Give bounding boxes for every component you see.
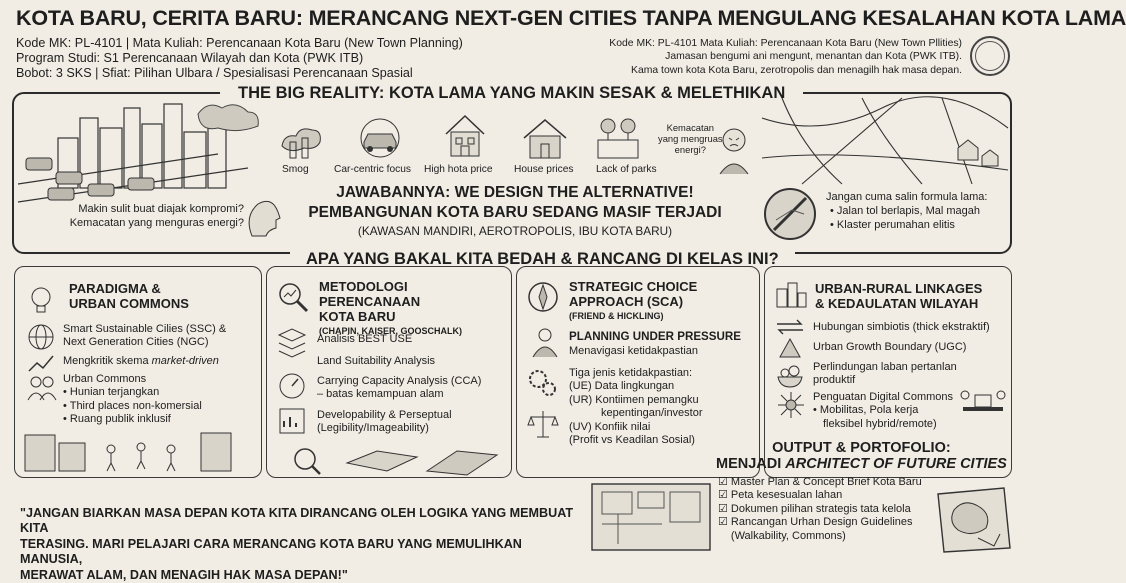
commons-bullet: • Hunian terjangkan: [63, 386, 160, 399]
answer-examples: (KAWASAN MANDIRI, AEROTROPOLIS, IBU KOTA BARU): [357, 224, 673, 238]
meta-line: Kode MK: PL-4101 Mata Kuliah: Perencanaan Kota Baru (New Town Pllities): [609, 38, 962, 49]
bullet-text: Mobilitas, Pola kerja: [819, 404, 919, 417]
item-line: (Legibility/Imageability): [317, 422, 429, 435]
heading-line: PARADIGMA &: [69, 281, 161, 296]
item-critique: [63, 355, 219, 368]
item-farmland: [813, 361, 957, 388]
growth-boundary-icon: [775, 337, 805, 359]
output-item: ☑ Rancangan Urhan Design Guidelines: [718, 516, 1007, 529]
note-item: • Jalan tol berlapis, Mal magah: [830, 204, 987, 218]
meta-line: Jamasan bengumi ani mengunt, menantan dan Kota (PWK ITB).: [665, 51, 962, 63]
community-illustration: [21, 425, 257, 475]
trend-arrow-icon: [27, 353, 55, 373]
bullet-text: Ruang publik inklusif: [69, 413, 171, 426]
commons-bullet: • Third places non-komersial: [63, 399, 202, 412]
remote-work-icon: [957, 383, 1009, 427]
head-thinking-icon: [246, 196, 280, 240]
stressed-planner-icon: [531, 327, 559, 357]
caption-lack-parks: Lack of parks: [596, 164, 657, 175]
course-meta-right: [609, 37, 962, 77]
note-intro: Jangan cuma salin formula lama:: [826, 191, 988, 203]
city-traffic-illustration: [18, 98, 266, 202]
lightbulb-icon: [27, 285, 55, 315]
note-item: • Klaster perumahan elitis: [830, 218, 987, 232]
output-item: ☑ Master Plan & Concept Brief Kota Baru: [718, 476, 1007, 489]
no-highway-icon: [762, 186, 818, 242]
uncertainty-intro: Tiga jenis ketidakpastian:: [569, 367, 693, 379]
output-item-cont: (Walkability, Commons): [730, 529, 846, 542]
panel-metodologi: [266, 266, 512, 478]
heading-line: URBAN-RURAL LINKAGES: [815, 281, 983, 296]
house-price-icon: [440, 110, 490, 160]
commons-bullet: • Ruang publik inklusif: [63, 413, 171, 426]
panel-heading: [569, 279, 697, 324]
suburban-map-illustration: [762, 98, 1008, 184]
smog-icon: [276, 112, 324, 160]
uncertainty-line: (UV) Konfiik nilai: [569, 420, 651, 433]
item-best-use: Analisis BEST USE: [317, 333, 413, 345]
copy-warning-note: [826, 190, 987, 232]
farm-produce-icon: [775, 361, 805, 389]
caption-smog: Smog: [282, 164, 309, 175]
digital-title: Penguatan Digital Commons: [813, 391, 954, 403]
heading-line: STRATEGIC CHOICE: [569, 279, 698, 294]
digital-bullet: • Mobilitas, Pola kerja: [813, 404, 919, 417]
park-icon: [594, 114, 642, 160]
quote-line: "JANGAN BIARKAN MASA DEPAN KOTA KITA DIRANCANG OLEH LOGIKA YANG MEMBUAT KITA: [20, 506, 574, 536]
globe-icon: [27, 323, 55, 351]
uncertainty-list: [569, 367, 703, 447]
panel-heading: [69, 281, 189, 311]
people-icon: [27, 375, 57, 401]
layers-icon: [277, 327, 307, 361]
output-subtitle-prefix: MENJADI: [716, 456, 786, 472]
scale-justice-icon: [527, 409, 559, 439]
city-building-icon: [775, 281, 807, 309]
item-line: Perlindungan laban pertanlan: [813, 361, 957, 373]
item-line: Next Generation Cities (NGC): [63, 336, 209, 349]
answer-headline: JAWABANNYA: WE DESIGN THE ALTERNATIVE!: [336, 184, 694, 201]
exchange-arrows-icon: [775, 319, 805, 335]
uncertainty-line: (UR) Kontiimen pemangku: [569, 393, 699, 406]
output-subtitle: [716, 456, 1007, 472]
planning-pressure-text: Menavigasi ketidakpastian: [569, 345, 699, 357]
output-item: ☑ Dokumen pilihan strategis tata kelola: [718, 503, 1007, 516]
commons-title: Urban Commons: [63, 373, 147, 385]
house-icon: [520, 116, 570, 160]
item-commons: [63, 373, 202, 427]
car-icon: [352, 118, 408, 158]
panel-paradigma: [14, 266, 262, 478]
panel-heading: [815, 281, 982, 311]
map-layers-illustration: [287, 443, 503, 477]
critique-text: Mengkritik skema: [63, 355, 152, 367]
meta-line: Program Studi: S1 Perencanaan Wilayah dan Kota (PWK ITB): [16, 51, 364, 65]
bubble-line: yang mengruas: [658, 133, 723, 144]
stressed-person-icon: [714, 124, 754, 174]
panel-subheading: (CHAPIN, KAISER, GOOSCHALK): [319, 326, 463, 336]
bubble-line: energi?: [674, 144, 706, 155]
thought-line: Makin sulit buat diajak kompromi?: [78, 203, 244, 215]
caption-house-prices: House prices: [514, 164, 574, 175]
bullet-text: Hunian terjangkan: [69, 386, 160, 399]
output-item: [718, 530, 1007, 543]
answer-block: [300, 184, 730, 238]
bedah-title: APA YANG BAKAL KITA BEDAH & RANCANG DI KELAS INI?: [290, 248, 795, 271]
speech-bubble: [658, 122, 723, 155]
document-chart-icon: [277, 407, 307, 435]
item-line: produktif: [813, 374, 856, 387]
heading-line: & KEDAULATAN WILAYAH: [815, 296, 979, 311]
quote-line: MERAWAT ALAM, DAN MENAGIH HAK MASA DEPAN!": [20, 567, 348, 582]
bullet-text: Third places non-komersial: [69, 399, 202, 412]
heading-line: METODOLOGI PERENCANAAN: [319, 279, 421, 309]
heading-line: APPROACH (SCA): [569, 294, 684, 309]
thought-line: Kemacatan yang menguras energi?: [69, 217, 244, 229]
network-icon: [775, 389, 807, 421]
university-seal-icon: [970, 36, 1010, 76]
item-land-suitability: Land Suitability Analysis: [317, 355, 436, 367]
compass-icon: [527, 281, 559, 313]
item-ugb: Urban Growth Boundary (UGC): [813, 341, 967, 353]
item-ssc: [63, 323, 226, 350]
output-portfolio: [716, 440, 1007, 543]
blueprint-illustration: [588, 478, 716, 556]
panel-subheading: (FRIEND & HICKLING): [569, 311, 664, 321]
uncertainty-line: (Profit vs Keadilan Sosial): [569, 434, 695, 447]
uncertainty-line: kepentingan/investor: [601, 407, 703, 420]
critique-italic: market-driven: [151, 355, 219, 367]
digital-bullet: fleksibel hybrid/remote): [823, 417, 937, 430]
output-subtitle-italic: ARCHITECT OF FUTURE CITIES: [785, 456, 1007, 472]
caption-high-price: High hota price: [424, 164, 493, 175]
uncertainty-line: (UE) Data lingkungan: [569, 380, 675, 393]
item-line: Carrying Capacity Analysis (CCA): [317, 375, 482, 387]
item-developability: [317, 409, 452, 436]
output-item: ☑ Peta kesesualan lahan: [718, 489, 1007, 502]
item-digital: [813, 391, 953, 431]
heading-line: URBAN COMMONS: [69, 296, 189, 311]
heading-line: KOTA BARU: [319, 309, 396, 324]
magnifier-chart-icon: [277, 281, 309, 313]
bubble-line: Kemacatan: [666, 122, 715, 133]
closing-quote: [20, 506, 580, 583]
gears-icon: [527, 367, 559, 397]
panel-heading: [319, 279, 511, 339]
item-symbiosis: Hubungan simbiotis (thick ekstraktif): [813, 321, 990, 333]
answer-subline: PEMBANGUNAN KOTA BARU SEDANG MASIF TERJADI: [308, 204, 722, 221]
caption-car-centric: Car-centric focus: [334, 164, 411, 175]
reality-title: THE BIG REALITY: KOTA LAMA YANG MAKIN SESAK & MELETHIKAN: [220, 84, 803, 103]
quote-line: TERASING. MARI PELAJARI CARA MERANCANG KOTA BARU YANG MEMULIHKAN MANUSIA,: [20, 536, 522, 567]
item-line: Developability & Perseptual: [317, 409, 452, 421]
meta-line: Bobot: 3 SKS | Sfiat: Pilihan Ulbara / Spesialisasi Perencanaan Spasial: [16, 66, 413, 80]
item-line: – batas kemampuan alam: [317, 388, 444, 401]
page-title: KOTA BARU, CERITA BARU: MERANCANG NEXT-GEN CITIES TANPA MENGULANG KESALAHAN KOTA LAMA: [16, 6, 1126, 30]
meta-line: Kama town kota Kota Baru, zerotropolis dan menagilh hak masa depan.: [631, 64, 962, 76]
item-line: Smart Sustainable Cilies (SSC) &: [63, 323, 227, 335]
thought-text: [50, 202, 244, 230]
output-title: OUTPUT & PORTOFOLIO:: [772, 440, 951, 456]
meta-line: Kode MK: PL-4101 | Mata Kuliah: Perencanaan Kota Baru (New Town Planning): [16, 36, 463, 50]
item-cca: [317, 375, 481, 402]
course-meta-left: [16, 36, 463, 81]
compass-gauge-icon: [277, 371, 307, 401]
planning-pressure-title: PLANNING UNDER PRESSURE: [569, 330, 741, 343]
